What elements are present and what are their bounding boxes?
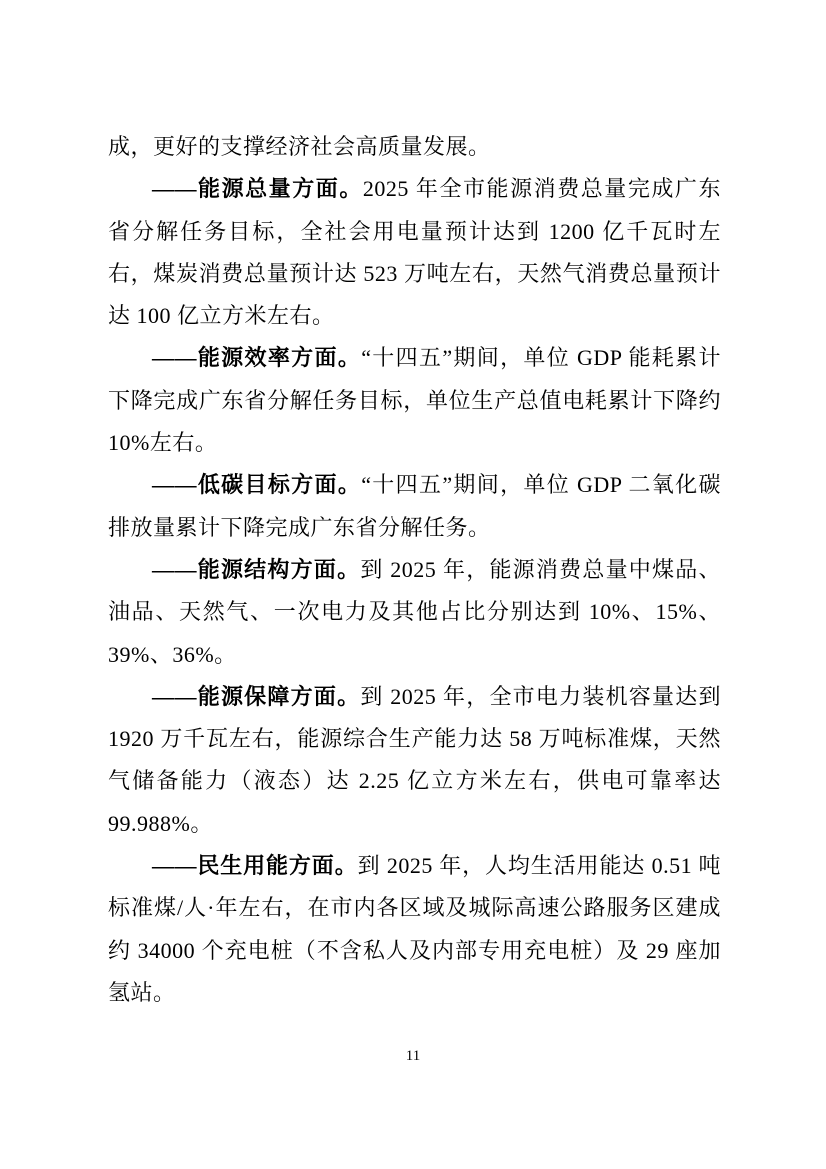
document-body: [108, 126, 721, 1014]
paragraph: [108, 676, 721, 845]
paragraph-text: 到 2025 年，人均生活用能达 0.51 吨标准煤/人·年左右，在市内各区域及城际高速公路服务区建成约 34000 个充电桩（不含私人及内部专用充电桩）及 29 座加氢站。: [108, 853, 721, 1005]
paragraph-text: 到 2025 年，全市电力装机容量达到 1920 万千瓦左右，能源综合生产能力达 58 万吨标准煤，天然气储备能力（液态）达 2.25 亿立方米左右，供电可靠率达 99.988%。: [108, 683, 721, 836]
paragraph-heading: ——能源总量方面。: [152, 176, 363, 202]
paragraph-text: 成，更好的支撑经济社会高质量发展。: [108, 134, 491, 159]
paragraph: [108, 845, 721, 1014]
page-number: 11: [405, 1048, 421, 1064]
paragraph-heading: ——能源结构方面。: [152, 556, 361, 582]
paragraph-text: “十四五”期间，单位 GDP 二氧化碳排放量累计下降完成广东省分解任务。: [108, 472, 721, 540]
paragraph: [108, 337, 721, 464]
paragraph: [108, 549, 721, 676]
paragraph-text: “十四五”期间，单位 GDP 能耗累计下降完成广东省分解任务目标，单位生产总值电耗累计下降约 10%左右。: [108, 345, 721, 456]
paragraph-text: 2025 年全市能源消费总量完成广东省分解任务目标，全社会用电量预计达到 1200 亿千瓦时左右，煤炭消费总量预计达 523 万吨左右，天然气消费总量预计达 100 亿立方米左右。: [108, 176, 721, 329]
paragraph-heading: ——低碳目标方面。: [152, 472, 362, 498]
paragraph: [108, 168, 721, 337]
paragraph-heading: ——能源保障方面。: [152, 683, 361, 709]
paragraph-text: 到 2025 年，能源消费总量中煤品、油品、天然气、一次电力及其他占比分别达到 10%、15%、39%、36%。: [108, 556, 721, 667]
paragraph: [108, 464, 721, 549]
paragraph-heading: ——能源效率方面。: [152, 345, 362, 371]
paragraph: [108, 126, 721, 168]
paragraph-heading: ——民生用能方面。: [152, 853, 358, 879]
